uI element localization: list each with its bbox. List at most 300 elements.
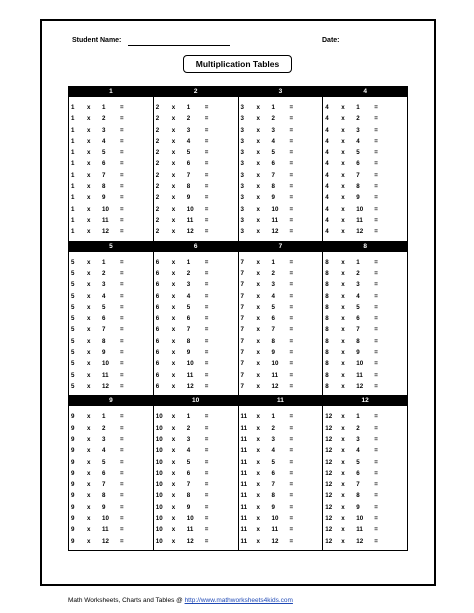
multiplier: 3	[102, 435, 106, 443]
equals-symbol: =	[289, 171, 294, 179]
times-symbol: x	[341, 469, 345, 477]
table-number: 5	[71, 349, 75, 357]
table-number: 12	[325, 503, 333, 511]
date-label: Date:	[322, 37, 340, 44]
equals-symbol: =	[289, 205, 294, 213]
table-row	[323, 524, 407, 535]
table-number: 2	[155, 126, 160, 134]
table-number: 12	[325, 492, 333, 500]
times-symbol: x	[341, 371, 345, 379]
table-row	[69, 513, 153, 524]
multiplier: 3	[102, 126, 106, 134]
table-number: 10	[155, 537, 163, 545]
table-row	[323, 411, 407, 422]
table-number: 2	[155, 104, 160, 111]
table-header: 7	[239, 242, 323, 252]
table-row	[69, 181, 153, 192]
times-symbol: x	[171, 424, 176, 432]
equals-symbol: =	[374, 503, 378, 511]
equals-symbol: =	[120, 194, 124, 202]
multiplier: 11	[102, 216, 109, 224]
multiplier: 9	[271, 194, 275, 202]
table-row	[154, 204, 238, 215]
table-row	[239, 423, 323, 434]
table-row	[239, 291, 323, 302]
equals-symbol: =	[120, 281, 124, 289]
times-symbol: x	[256, 349, 260, 357]
table-number: 6	[155, 269, 160, 277]
table-number: 1	[71, 149, 75, 157]
multiplier: 5	[102, 458, 106, 466]
table-row	[323, 358, 407, 369]
table-number: 3	[240, 216, 244, 224]
table-number: 1	[71, 137, 75, 145]
table-number: 9	[71, 469, 75, 477]
times-symbol: x	[341, 481, 345, 489]
table-row	[69, 502, 153, 513]
table-row	[239, 358, 323, 369]
table-8	[322, 241, 408, 397]
equals-symbol: =	[204, 326, 209, 334]
table-row	[69, 324, 153, 335]
table-number: 8	[325, 269, 329, 277]
table-number: 6	[155, 360, 160, 368]
times-symbol: x	[256, 281, 260, 289]
equals-symbol: =	[374, 360, 378, 368]
equals-symbol: =	[120, 126, 124, 134]
table-row	[154, 215, 238, 226]
table-number: 6	[155, 349, 160, 357]
equals-symbol: =	[204, 303, 209, 311]
multiplier: 4	[271, 292, 275, 300]
table-number: 2	[155, 149, 160, 157]
times-symbol: x	[87, 216, 91, 224]
table-header: 10	[154, 396, 238, 406]
table-number: 8	[325, 360, 329, 368]
table-row	[154, 268, 238, 279]
times-symbol: x	[341, 537, 345, 545]
table-number: 12	[325, 537, 333, 545]
page-title: Multiplication Tables	[183, 55, 292, 73]
multiplier: 10	[102, 205, 109, 213]
times-symbol: x	[171, 269, 176, 277]
table-row	[323, 102, 407, 113]
multiplier: 5	[186, 458, 191, 466]
times-symbol: x	[171, 337, 176, 345]
table-number: 11	[240, 481, 248, 489]
times-symbol: x	[87, 492, 91, 500]
table-row	[69, 291, 153, 302]
multiplier: 8	[102, 337, 106, 345]
table-header: 2	[154, 87, 238, 97]
table-number: 3	[240, 205, 244, 213]
equals-symbol: =	[204, 269, 209, 277]
equals-symbol: =	[374, 194, 378, 202]
table-row	[239, 257, 323, 268]
table-number: 8	[325, 281, 329, 289]
table-number: 9	[71, 458, 75, 466]
times-symbol: x	[171, 183, 176, 191]
multiplier: 5	[356, 149, 360, 157]
table-row	[69, 381, 153, 392]
times-symbol: x	[171, 228, 176, 236]
equals-symbol: =	[374, 382, 378, 390]
multiplier: 4	[356, 447, 360, 455]
equals-symbol: =	[204, 447, 209, 455]
multiplier: 7	[186, 326, 191, 334]
multiplier: 5	[186, 149, 191, 157]
times-symbol: x	[341, 205, 345, 213]
table-row	[154, 479, 238, 490]
table-number: 7	[240, 315, 244, 323]
table-row	[239, 204, 323, 215]
table-row	[323, 125, 407, 136]
table-number: 11	[240, 424, 248, 432]
multiplier: 8	[356, 183, 360, 191]
times-symbol: x	[341, 360, 345, 368]
table-number: 4	[325, 149, 329, 157]
equals-symbol: =	[120, 447, 124, 455]
multiplier: 3	[102, 281, 106, 289]
times-symbol: x	[171, 360, 176, 368]
table-row	[154, 257, 238, 268]
table-row	[69, 445, 153, 456]
times-symbol: x	[171, 371, 176, 379]
table-row	[323, 302, 407, 313]
times-symbol: x	[256, 413, 260, 421]
times-symbol: x	[256, 315, 260, 323]
equals-symbol: =	[374, 149, 378, 157]
table-number: 8	[325, 303, 329, 311]
equals-symbol: =	[374, 326, 378, 334]
times-symbol: x	[341, 382, 345, 390]
footer-link[interactable]: http://www.mathworksheets4kids.com	[184, 597, 293, 604]
table-row	[154, 170, 238, 181]
table-row	[239, 434, 323, 445]
times-symbol: x	[341, 216, 345, 224]
table-header: 11	[239, 396, 323, 406]
student-name-field[interactable]	[128, 45, 230, 46]
table-number: 9	[71, 424, 75, 432]
equals-symbol: =	[120, 526, 124, 534]
multiplier: 2	[271, 115, 275, 123]
table-row	[69, 468, 153, 479]
table-number: 9	[71, 447, 75, 455]
times-symbol: x	[87, 469, 91, 477]
times-symbol: x	[171, 492, 176, 500]
multiplier: 2	[186, 424, 191, 432]
table-3	[238, 86, 324, 242]
table-number: 3	[240, 115, 244, 123]
table-row	[69, 302, 153, 313]
multiplier: 11	[271, 526, 279, 534]
table-number: 7	[240, 337, 244, 345]
table-number: 11	[240, 458, 248, 466]
multiplier: 9	[186, 503, 191, 511]
equals-symbol: =	[120, 269, 124, 277]
multiplier: 1	[102, 104, 106, 111]
table-number: 3	[240, 171, 244, 179]
equals-symbol: =	[289, 104, 294, 111]
times-symbol: x	[341, 337, 345, 345]
equals-symbol: =	[374, 126, 378, 134]
multiplier: 9	[271, 349, 275, 357]
times-symbol: x	[256, 326, 260, 334]
table-row	[154, 192, 238, 203]
equals-symbol: =	[204, 183, 209, 191]
multiplier: 3	[186, 435, 191, 443]
table-row	[69, 411, 153, 422]
table-number: 1	[71, 115, 75, 123]
equals-symbol: =	[204, 205, 209, 213]
table-row	[69, 490, 153, 501]
equals-symbol: =	[204, 360, 209, 368]
table-row	[323, 170, 407, 181]
equals-symbol: =	[120, 537, 124, 545]
equals-symbol: =	[289, 371, 294, 379]
times-symbol: x	[171, 115, 176, 123]
table-number: 7	[240, 269, 244, 277]
multiplier: 12	[271, 228, 279, 236]
multiplier: 8	[356, 492, 360, 500]
equals-symbol: =	[120, 149, 124, 157]
times-symbol: x	[256, 216, 260, 224]
multiplier: 6	[186, 315, 191, 323]
equals-symbol: =	[374, 171, 378, 179]
table-number: 7	[240, 326, 244, 334]
equals-symbol: =	[204, 349, 209, 357]
times-symbol: x	[171, 503, 176, 511]
table-row	[323, 136, 407, 147]
table-number: 3	[240, 194, 244, 202]
multiplier: 7	[102, 326, 106, 334]
table-row	[323, 513, 407, 524]
table-number: 8	[325, 326, 329, 334]
table-number: 9	[71, 503, 75, 511]
multiplier: 5	[271, 458, 275, 466]
table-number: 5	[71, 315, 75, 323]
table-row	[154, 536, 238, 547]
times-symbol: x	[256, 360, 260, 368]
table-number: 8	[325, 292, 329, 300]
equals-symbol: =	[289, 160, 294, 168]
multiplier: 6	[102, 315, 106, 323]
times-symbol: x	[256, 526, 260, 534]
multiplier: 7	[356, 171, 360, 179]
table-number: 7	[240, 292, 244, 300]
times-symbol: x	[256, 337, 260, 345]
equals-symbol: =	[120, 137, 124, 145]
multiplier: 4	[356, 137, 360, 145]
table-row	[239, 113, 323, 124]
table-row	[239, 158, 323, 169]
multiplier: 1	[271, 413, 275, 421]
table-row	[239, 524, 323, 535]
table-row	[323, 324, 407, 335]
table-number: 1	[71, 104, 75, 111]
equals-symbol: =	[120, 303, 124, 311]
times-symbol: x	[87, 515, 91, 522]
times-symbol: x	[341, 115, 345, 123]
student-name-label: Student Name:	[72, 37, 122, 44]
table-number: 4	[325, 171, 329, 179]
equals-symbol: =	[374, 315, 378, 323]
multiplier: 4	[356, 292, 360, 300]
table-number: 4	[325, 205, 329, 213]
equals-symbol: =	[374, 216, 378, 224]
table-number: 3	[240, 137, 244, 145]
equals-symbol: =	[289, 183, 294, 191]
times-symbol: x	[341, 228, 345, 236]
table-number: 2	[155, 137, 160, 145]
table-row	[239, 536, 323, 547]
multiplier: 4	[102, 137, 106, 145]
table-row	[239, 226, 323, 237]
equals-symbol: =	[120, 424, 124, 432]
multiplier: 1	[186, 413, 191, 421]
equals-symbol: =	[120, 337, 124, 345]
table-row	[154, 181, 238, 192]
multiplier: 10	[356, 360, 364, 368]
multiplier: 1	[102, 413, 106, 421]
equals-symbol: =	[289, 503, 294, 511]
table-row	[323, 291, 407, 302]
table-number: 12	[325, 481, 333, 489]
table-row	[154, 102, 238, 113]
multiplier: 11	[271, 371, 279, 379]
multiplier: 9	[102, 194, 106, 202]
table-number: 6	[155, 382, 160, 390]
table-number: 8	[325, 382, 329, 390]
times-symbol: x	[87, 349, 91, 357]
equals-symbol: =	[120, 183, 124, 191]
table-number: 1	[71, 160, 75, 168]
times-symbol: x	[341, 435, 345, 443]
table-number: 12	[325, 469, 333, 477]
table-row	[69, 279, 153, 290]
multiplier: 1	[186, 258, 191, 266]
equals-symbol: =	[204, 503, 209, 511]
times-symbol: x	[87, 413, 91, 421]
multiplier: 11	[356, 371, 363, 379]
times-symbol: x	[341, 349, 345, 357]
table-number: 10	[155, 492, 163, 500]
equals-symbol: =	[204, 171, 209, 179]
equals-symbol: =	[289, 292, 294, 300]
table-number: 7	[240, 258, 244, 266]
multiplier: 7	[102, 171, 106, 179]
table-number: 6	[155, 292, 160, 300]
table-number: 9	[71, 526, 75, 534]
times-symbol: x	[87, 360, 91, 368]
equals-symbol: =	[120, 104, 124, 111]
equals-symbol: =	[374, 183, 378, 191]
equals-symbol: =	[204, 281, 209, 289]
table-number: 6	[155, 258, 160, 266]
multiplier: 4	[186, 292, 191, 300]
table-number: 6	[155, 371, 160, 379]
multiplier: 4	[186, 447, 191, 455]
table-row	[154, 434, 238, 445]
equals-symbol: =	[120, 492, 124, 500]
equals-symbol: =	[289, 413, 294, 421]
table-row	[323, 479, 407, 490]
table-number: 10	[155, 515, 163, 522]
times-symbol: x	[256, 469, 260, 477]
equals-symbol: =	[374, 447, 378, 455]
multiplier: 9	[186, 349, 191, 357]
equals-symbol: =	[289, 469, 294, 477]
equals-symbol: =	[374, 526, 378, 534]
equals-symbol: =	[204, 149, 209, 157]
times-symbol: x	[87, 371, 91, 379]
equals-symbol: =	[374, 160, 378, 168]
table-number: 10	[155, 526, 163, 534]
equals-symbol: =	[289, 258, 294, 266]
times-symbol: x	[87, 258, 91, 266]
equals-symbol: =	[204, 382, 209, 390]
table-row	[154, 279, 238, 290]
times-symbol: x	[171, 216, 176, 224]
table-number: 5	[71, 281, 75, 289]
equals-symbol: =	[204, 537, 209, 545]
times-symbol: x	[87, 303, 91, 311]
equals-symbol: =	[374, 337, 378, 345]
table-number: 9	[71, 537, 75, 545]
multiplier: 8	[271, 183, 275, 191]
equals-symbol: =	[289, 137, 294, 145]
times-symbol: x	[256, 126, 260, 134]
equals-symbol: =	[204, 413, 209, 421]
multiplier: 8	[186, 183, 191, 191]
equals-symbol: =	[374, 424, 378, 432]
table-row	[69, 434, 153, 445]
table-row	[239, 102, 323, 113]
table-number: 1	[71, 126, 75, 134]
times-symbol: x	[256, 382, 260, 390]
times-symbol: x	[87, 126, 91, 134]
table-row	[69, 423, 153, 434]
table-number: 1	[71, 228, 75, 236]
times-symbol: x	[171, 515, 176, 522]
equals-symbol: =	[374, 413, 378, 421]
table-row	[69, 347, 153, 358]
multiplier: 11	[356, 526, 363, 534]
equals-symbol: =	[120, 481, 124, 489]
multiplier: 2	[102, 115, 106, 123]
multiplier: 8	[186, 337, 191, 345]
multiplier: 4	[271, 137, 275, 145]
table-number: 10	[155, 469, 163, 477]
multiplier: 7	[186, 171, 191, 179]
equals-symbol: =	[120, 205, 124, 213]
multiplier: 3	[356, 126, 360, 134]
times-symbol: x	[256, 228, 260, 236]
table-row	[239, 479, 323, 490]
table-number: 6	[155, 337, 160, 345]
equals-symbol: =	[289, 269, 294, 277]
table-header: 1	[69, 87, 153, 97]
multiplier: 6	[186, 160, 191, 168]
table-number: 11	[240, 469, 248, 477]
table-number: 5	[71, 337, 75, 345]
table-number: 11	[240, 503, 248, 511]
multiplier: 10	[356, 205, 364, 213]
multiplier: 4	[102, 447, 106, 455]
multiplier: 11	[102, 526, 109, 534]
table-9	[68, 395, 154, 551]
equals-symbol: =	[204, 126, 209, 134]
